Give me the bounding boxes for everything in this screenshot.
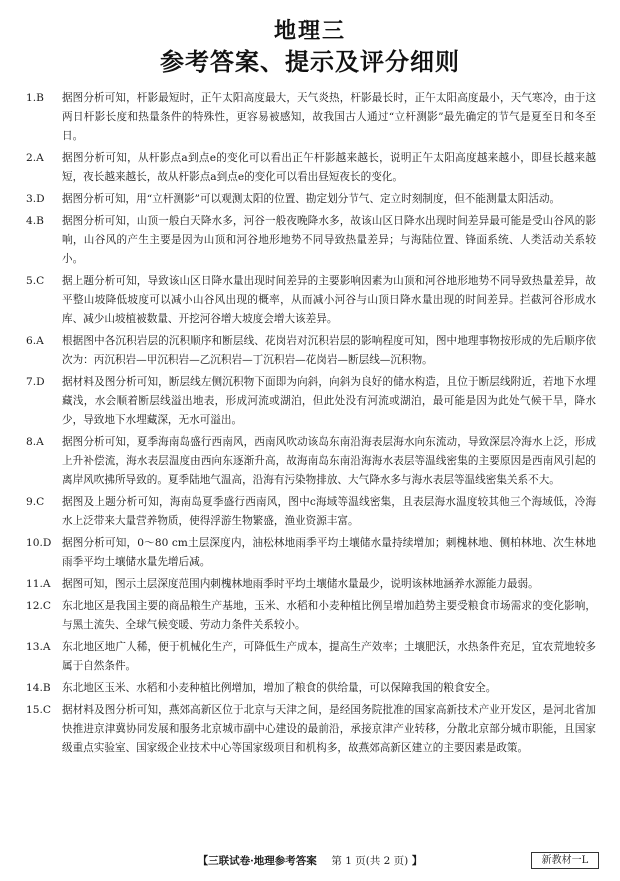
answer-letter: A — [36, 436, 44, 448]
question-number: 14. — [26, 682, 43, 694]
page-subtitle: 参考答案、提示及评分细则 — [160, 47, 460, 76]
answer-item — [26, 272, 596, 329]
answer-letter: D — [42, 537, 52, 549]
answer-letter: C — [36, 496, 45, 508]
answer-explanation: 据图分析可知，夏季海南岛盛行西南风，西南风吹动该岛东南沿海表层海水向东流动，导致深层冷海水上泛，形成上升补偿流，海水表层温度由西向东逐渐升高，故海南岛东南沿海海水表层等温线密集的主要原因是西南风引起的离岸风吹拂所导致的。夏季陆地气温高，沿海有污染物排放、大气降水多与海水表层等温线密集关系不大。 — [62, 436, 596, 486]
answer-explanation: 据图分析可知，杆影最短时，正午太阳高度最大，天气炎热，杆影最长时，正午太阳高度最小，天气寒冷，由于这两日杆影长度和热量条件的特殊性，更容易被感知，故我国古人通过“立杆测影”最先确定的节气是夏至日和冬至日。 — [62, 92, 596, 142]
answer-letter: B — [36, 215, 44, 227]
answer-letter: A — [42, 641, 51, 653]
answer-item — [26, 638, 596, 676]
footer-bracket: 】 — [411, 855, 423, 867]
answer-letter: C — [42, 704, 51, 716]
answer-item — [26, 534, 596, 572]
answer-explanation: 东北地区是我国主要的商品粮生产基地，玉米、水稻和小麦种植比例呈增加趋势主要受粮食市场需求的变化影响，与黑土流失、全球气候变暖、劳动力条件关系较小。 — [62, 600, 596, 631]
answer-explanation: 据图可知，图示土层深度范围内刺槐林地雨季时平均土壤储水量最少，说明该林地涵养水源能力最弱。 — [62, 578, 539, 590]
answer-explanation: 据图分析可知，山顶一般白天降水多，河谷一般夜晚降水多，故该山区日降水出现时间差异最可能是受山谷风的影响，山谷风的产生主要是因为山顶和河谷地形地势不同导致热量差异；与海陆位置、锋面系统、人类活动关系较小。 — [62, 215, 596, 265]
answer-explanation: 据材料及图分析可知，燕郊高新区位于北京与天津之间，是经国务院批准的国家高新技术产业开发区，是河北省加快推进京津冀协同发展和服务北京城市副中心建设的最前沿，承接京津产业转移，分散北京部分城市职能，且国家级重点实验室、国家级企业技术中心等国家级项目和机构多，故燕郊高新区建立的主要因素是政策。 — [62, 704, 596, 754]
answer-item — [26, 149, 596, 187]
answer-item — [26, 701, 596, 758]
footer — [0, 854, 620, 868]
answer-explanation: 据图分析可知，0～80 cm土层深度内，油松林地雨季平均土壤储水量持续增加；刺槐林地、侧柏林地、次生林地雨季平均土壤储水量先增后减。 — [62, 537, 596, 568]
footer-page-number: 第 1 页(共 2 页) — [331, 855, 409, 867]
answer-letter: C — [42, 600, 51, 612]
answer-letter: D — [36, 193, 45, 205]
answer-explanation: 东北地区地广人稀，便于机械化生产，可降低生产成本，提高生产效率；土壤肥沃，水热条件充足，宜农荒地较多属于自然条件。 — [62, 641, 596, 672]
question-number: 3. — [26, 193, 37, 205]
answer-explanation: 东北地区玉米、水稻和小麦种植比例增加，增加了粮食的供给量，可以保障我国的粮食安全。 — [62, 682, 497, 694]
question-number: 4. — [26, 215, 37, 227]
question-number: 5. — [26, 275, 37, 287]
answer-letter: A — [42, 578, 51, 590]
answer-explanation: 据图及上题分析可知，海南岛夏季盛行西南风，图中c海域等温线密集，且表层海水温度较其他三个海域低，冷海水上泛带来大量营养物质，使得浮游生物繁盛，渔业资源丰富。 — [62, 496, 596, 527]
edition-tag: 新教材一L — [531, 852, 599, 869]
answer-item — [26, 190, 596, 209]
footer-title: 【三联试卷·地理参考答案 — [197, 855, 317, 867]
answer-item — [26, 373, 596, 430]
answer-explanation: 据图分析可知，用“立杆测影”可以观测太阳的位置、勘定划分节气、定立时刻制度，但不能测量太阳活动。 — [62, 193, 561, 205]
answer-explanation: 据上题分析可知，导致该山区日降水量出现时间差异的主要影响因素为山顶和河谷地形地势不同导致热量差异，故平整山坡降低坡度可以减小山谷风出现的概率，从而减小河谷与山顶日降水量出现的时间差异。拦截河谷形成水库、减少山坡植被数量、开挖河谷增大坡度会增大该差异。 — [62, 275, 596, 325]
answer-item — [26, 493, 596, 531]
answer-item — [26, 575, 596, 594]
answer-explanation: 据图分析可知，从杆影点a到点e的变化可以看出正午杆影越来越长，说明正午太阳高度越来越小，即昼长越来越短，夜长越来越长，故从杆影点a到点e的变化可以看出昼短夜长的变化。 — [62, 152, 596, 183]
question-number: 15. — [26, 704, 43, 716]
question-number: 10. — [26, 537, 43, 549]
question-number: 13. — [26, 641, 43, 653]
question-number: 11. — [26, 578, 43, 590]
answer-explanation: 据材料及图分析可知，断层线左侧沉积物下面即为向斜，向斜为良好的储水构造，且位于断层线附近，若地下水埋藏浅，水会顺着断层线溢出地表，形成河流或湖泊，但此处没有河流或湖泊，最可能是因为此处气候干旱，降水少，导致地下水埋藏深，无水可溢出。 — [62, 376, 596, 426]
question-number: 8. — [26, 436, 37, 448]
question-number: 12. — [26, 600, 43, 612]
answer-item — [26, 433, 596, 490]
answer-letter: B — [42, 682, 51, 694]
question-number: 6. — [26, 335, 37, 347]
answer-letter: C — [36, 275, 45, 287]
question-number: 7. — [26, 376, 37, 388]
answer-item — [26, 679, 596, 698]
answer-item — [26, 212, 596, 269]
question-number: 1. — [26, 92, 37, 104]
answer-letter: A — [36, 335, 44, 347]
answer-letter: A — [36, 152, 44, 164]
answer-letter: D — [36, 376, 45, 388]
question-number: 9. — [26, 496, 37, 508]
answer-list — [26, 89, 596, 758]
question-number: 2. — [26, 152, 37, 164]
answer-item — [26, 89, 596, 146]
page-title: 地理三 — [273, 18, 346, 44]
answer-item — [26, 597, 596, 635]
answer-letter: B — [36, 92, 44, 104]
answer-item — [26, 332, 596, 370]
answer-explanation: 根据图中各沉积岩层的沉积顺序和断层线、花岗岩对沉积岩层的影响程度可知，图中地理事物按形成的先后顺序依次为：丙沉积岩—甲沉积岩—乙沉积岩—丁沉积岩—花岗岩—断层线—沉积物。 — [62, 335, 596, 366]
